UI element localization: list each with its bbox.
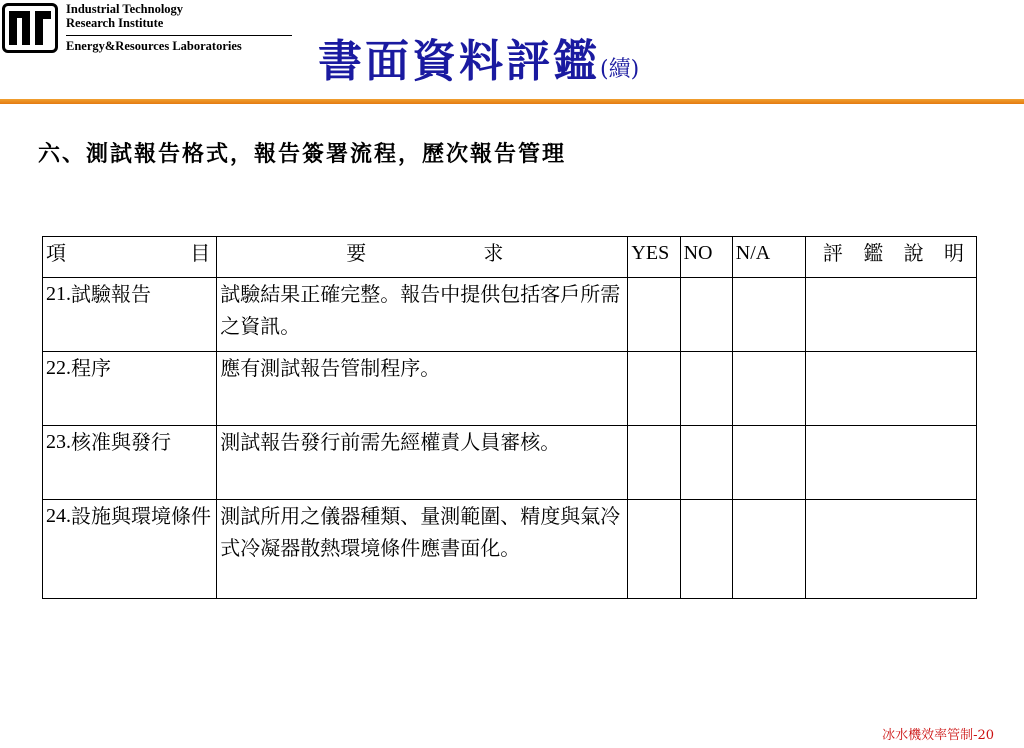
org-line-3: Energy&Resources Laboratories (66, 39, 242, 53)
item-name: 程序 (71, 356, 111, 380)
table-row (43, 500, 977, 599)
requirement-cell: 試驗結果正確完整。報告中提供包括客戶所需之資訊。 (217, 278, 628, 352)
header-comment (805, 237, 976, 278)
header-requirement (217, 237, 628, 278)
na-cell[interactable] (732, 500, 805, 599)
header-req-char-1: 要 (346, 241, 367, 265)
requirement-cell: 應有測試報告管制程序。 (217, 352, 628, 426)
header-no: NO (680, 237, 732, 278)
header-comment-char-4: 明 (943, 241, 964, 265)
comment-cell[interactable] (805, 426, 976, 500)
header-rule (0, 99, 1024, 104)
header-item (43, 237, 217, 278)
header-yes: YES (628, 237, 680, 278)
header-req-char-2: 求 (483, 241, 504, 265)
table-row (43, 426, 977, 500)
slide-header (0, 0, 1024, 104)
yes-cell[interactable] (628, 352, 680, 426)
item-name: 核准與發行 (71, 430, 171, 454)
slide-title-main: 書面資料評鑑 (318, 36, 600, 87)
no-cell[interactable] (680, 352, 732, 426)
header-comment-char-3: 說 (903, 241, 924, 265)
yes-cell[interactable] (628, 278, 680, 352)
header-comment-char-1: 評 (822, 241, 843, 265)
page-footer: 冰水機效率管制-20 (882, 728, 994, 743)
item-cell (43, 426, 217, 500)
no-cell[interactable] (680, 426, 732, 500)
header-comment-char-2: 鑑 (863, 241, 884, 265)
header-item-char-2: 目 (190, 241, 211, 265)
comment-cell[interactable] (805, 500, 976, 599)
organization-name (66, 2, 292, 53)
yes-cell[interactable] (628, 426, 680, 500)
table-row (43, 278, 977, 352)
no-cell[interactable] (680, 278, 732, 352)
comment-cell[interactable] (805, 278, 976, 352)
header-na: N/A (732, 237, 805, 278)
item-number: 21. (46, 283, 71, 305)
requirement-cell: 測試報告發行前需先經權責人員審核。 (217, 426, 628, 500)
item-cell (43, 500, 217, 599)
evaluation-table (42, 236, 977, 599)
item-number: 24. (46, 505, 71, 527)
section-subtitle: 六、測試報告格式，報告簽署流程，歷次報告管理 (38, 141, 567, 167)
item-name: 設施與環境條件 (71, 504, 211, 528)
na-cell[interactable] (732, 426, 805, 500)
no-cell[interactable] (680, 500, 732, 599)
slide-title (318, 36, 639, 96)
org-line-1: Industrial Technology (66, 2, 184, 16)
org-line-2: Research Institute (66, 16, 164, 30)
table-header-row (43, 237, 977, 278)
comment-cell[interactable] (805, 352, 976, 426)
slide-title-suffix: (續) (600, 57, 640, 82)
item-number: 22. (46, 357, 71, 379)
org-divider (66, 35, 292, 36)
item-cell (43, 278, 217, 352)
na-cell[interactable] (732, 278, 805, 352)
itri-logo (2, 3, 58, 53)
na-cell[interactable] (732, 352, 805, 426)
item-number: 23. (46, 431, 71, 453)
yes-cell[interactable] (628, 500, 680, 599)
requirement-cell: 測試所用之儀器種類、量測範圍、精度與氣冷式冷凝器散熱環境條件應書面化。 (217, 500, 628, 599)
header-item-char-1: 項 (46, 241, 66, 265)
table-row (43, 352, 977, 426)
item-name: 試驗報告 (71, 282, 151, 306)
item-cell (43, 352, 217, 426)
